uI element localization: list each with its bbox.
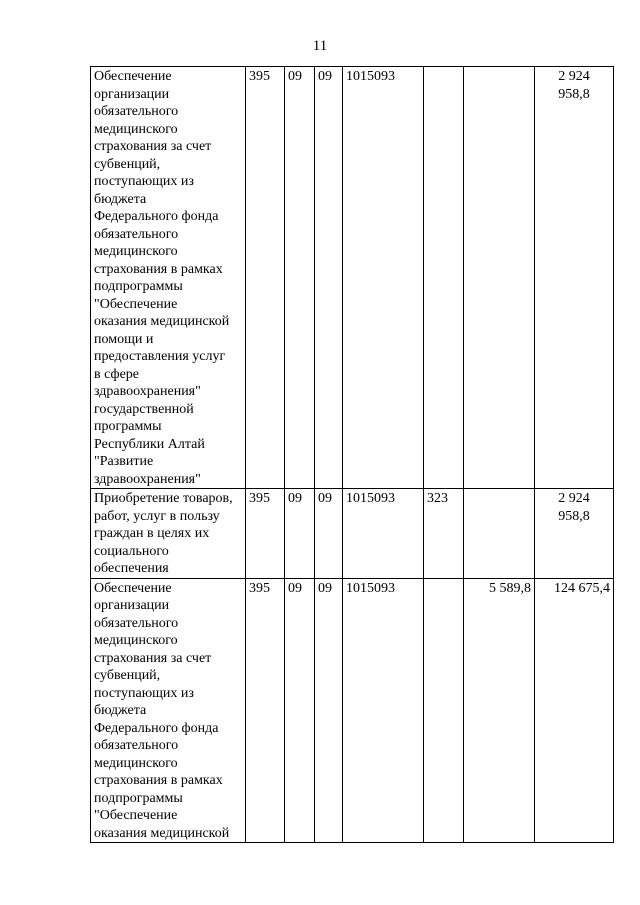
description-line: Федерального фонда [94,209,219,224]
description-cell [91,578,246,843]
expense-type-cell [424,67,464,489]
section-code-cell: 09 [285,578,315,843]
description-line: обязательного [94,738,179,753]
expense-type-cell [424,578,464,843]
description-line: субвенций, [94,668,161,683]
description-line: "Обеспечение [94,808,178,823]
description-line: социального [94,543,169,559]
description-line: поступающих из [94,174,194,189]
amount-2-line: 958,8 [558,86,590,102]
description-line: обеспечения [94,561,169,576]
description-line: страхования за счет [94,650,212,666]
amount-2-line: 2 924 [558,491,590,506]
table-row [91,67,614,489]
description-line: "Обеспечение [94,296,178,312]
section-code-cell: 09 [285,489,315,579]
description-line: Федерального фонда [94,720,219,736]
admin-code-cell: 395 [246,489,285,579]
description-line: поступающих из [94,685,194,701]
description-line: подпрограммы [94,279,183,294]
description-line: бюджета [94,191,147,207]
description-line: оказания медицинской [94,314,230,329]
amount-2-cell [535,489,614,579]
subsection-code-cell: 09 [315,578,343,843]
description-line: здравоохранения" [94,471,201,487]
description-line: граждан в целях их [94,526,210,541]
amount-2-line: 2 924 [558,69,590,84]
budget-table [90,66,614,843]
subsection-code-cell: 09 [315,489,343,579]
description-line: здравоохранения" [94,384,201,399]
description-line: в сфере [94,366,139,382]
amount-1-cell [464,489,535,579]
page-number: 11 [312,38,328,54]
description-line: Обеспечение [94,580,172,596]
subsection-code-cell: 09 [315,67,343,489]
description-line: медицинского [94,121,178,137]
description-line: Обеспечение [94,69,172,84]
description-line: страхования за счет [94,139,212,154]
description-line: страхования в рамках [94,261,223,277]
table-row [91,578,614,843]
amount-1-cell: 5 589,8 [464,578,535,843]
description-cell [91,489,246,579]
description-line: страхования в рамках [94,773,223,788]
description-line: "Развитие [94,454,154,469]
table-body [91,67,614,843]
description-cell [91,67,246,489]
target-article-cell: 1015093 [343,578,424,843]
description-line: обязательного [94,615,179,631]
amount-2-cell [535,578,614,843]
section-code-cell: 09 [285,67,315,489]
target-article-cell: 1015093 [343,489,424,579]
description-line: работ, услуг в пользу [94,508,220,524]
admin-code-cell: 395 [246,67,285,489]
description-line: Республики Алтай [94,436,205,452]
expense-type-cell: 323 [424,489,464,579]
description-line: предоставления услуг [94,349,226,364]
description-line: государственной [94,401,194,417]
description-line: обязательного [94,104,179,119]
table-row [91,489,614,579]
description-line: помощи и [94,331,154,347]
description-line: медицинского [94,633,178,648]
description-line: подпрограммы [94,790,183,806]
description-line: организации [94,598,170,613]
description-line: медицинского [94,755,178,771]
description-line: Приобретение товаров, [94,491,233,506]
description-line: бюджета [94,703,147,718]
description-line: оказания медицинской [94,825,230,841]
amount-1-cell [464,67,535,489]
amount-2-line: 958,8 [558,508,590,524]
description-line: программы [94,419,162,434]
target-article-cell: 1015093 [343,67,424,489]
admin-code-cell: 395 [246,578,285,843]
description-line: медицинского [94,244,178,259]
amount-2-cell [535,67,614,489]
description-line: обязательного [94,226,179,242]
description-line: субвенций, [94,156,161,172]
description-line: организации [94,86,170,102]
amount-2-line: 124 675,4 [554,580,610,596]
